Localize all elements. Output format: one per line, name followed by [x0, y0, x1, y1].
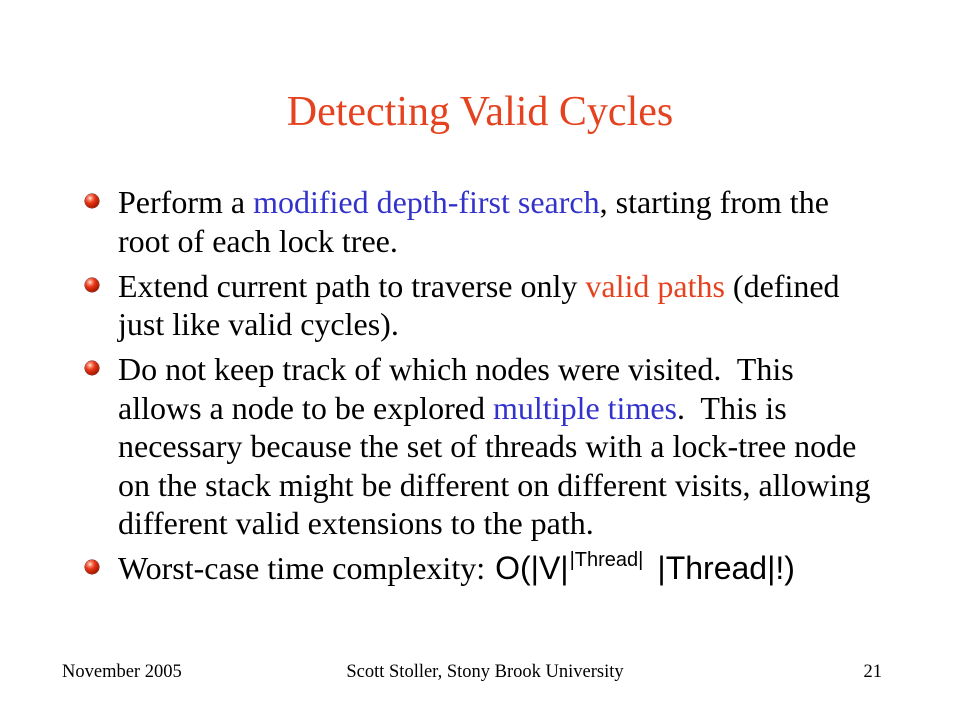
bullet-line — [118, 267, 918, 306]
bullet-text: allows a node to be explored — [118, 389, 493, 426]
bullet-line — [118, 427, 918, 466]
bullet-text: Worst-case time complexity: — [118, 550, 486, 586]
red-sphere-bullet-icon — [85, 278, 99, 292]
bullet-line — [118, 389, 918, 428]
bullet-text: different valid extensions to the path. — [118, 505, 594, 541]
bullet-item — [118, 183, 918, 260]
red-sphere-bullet-icon — [85, 194, 99, 208]
bullet-line — [118, 350, 918, 389]
highlighted-term: valid paths — [585, 267, 725, 304]
red-sphere-bullet-icon — [85, 361, 99, 375]
bullet-text: Perform a — [118, 184, 254, 220]
slide-title: Detecting Valid Cycles — [286, 89, 674, 135]
bullet-text: Do not keep track of which nodes were visited. This — [118, 351, 794, 387]
red-sphere-bullet-icon — [85, 560, 99, 574]
bullet-line — [118, 222, 918, 261]
page-number: 21 — [863, 662, 882, 682]
bullet-line — [118, 466, 918, 505]
bullet-line — [118, 549, 918, 588]
footer-date: November 2005 — [62, 662, 182, 682]
bullet-text: (defined — [724, 267, 840, 304]
bullet-line — [118, 183, 918, 222]
bullet-line — [118, 305, 918, 344]
bullet-item — [118, 267, 918, 344]
formula-base: O(|V| — [495, 550, 569, 586]
bullet-list — [118, 183, 918, 594]
bullet-text: on the stack might be different on different visits, allowing — [118, 466, 871, 503]
complexity-formula — [495, 550, 795, 586]
formula-tail: |Thread|!) — [657, 550, 795, 586]
bullet-item — [118, 350, 918, 543]
highlighted-term: multiple times — [493, 389, 677, 426]
footer-author: Scott Stoller, Stony Brook University — [346, 662, 624, 682]
highlighted-term: modified depth-first search — [253, 184, 600, 220]
bullet-text: , starting from the — [599, 184, 829, 220]
bullet-text: . This is — [676, 389, 787, 426]
bullet-text: necessary because the set of threads with a lock-tree node — [118, 428, 857, 464]
bullet-text: root of each lock tree. — [118, 222, 398, 259]
bullet-item — [118, 549, 918, 588]
bullet-line — [118, 504, 918, 543]
formula-exponent: |Thread| — [569, 549, 644, 571]
bullet-text: Extend current path to traverse only — [118, 267, 586, 304]
bullet-text: just like valid cycles). — [118, 306, 399, 342]
